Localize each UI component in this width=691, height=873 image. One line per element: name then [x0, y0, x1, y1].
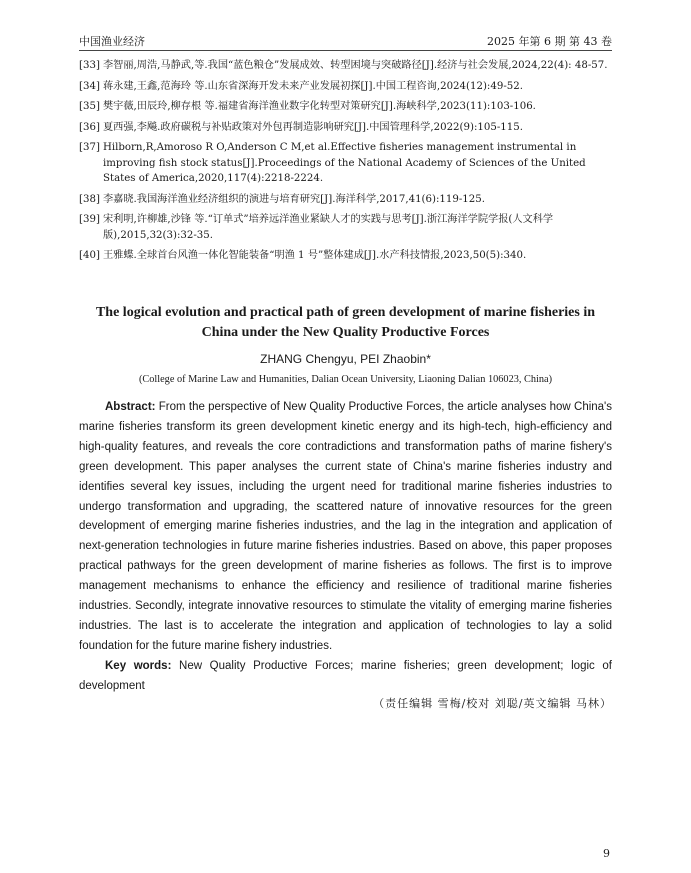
abstract-label: Abstract:	[105, 401, 156, 413]
reference-text: 夏西强,李飚.政府碳税与补贴政策对外包再制造影响研究[J].中国管理科学,2022(9):105-115.	[103, 121, 523, 133]
page-number: 9	[603, 847, 610, 860]
reference-number: [40]	[79, 250, 100, 261]
keywords-text: New Quality Productive Forces; marine fisheries; green development; logic of development	[79, 660, 612, 692]
reference-item	[79, 99, 612, 115]
reference-number: [39]	[79, 214, 100, 225]
editor-credits: （责任编辑 雪梅/校对 刘聪/英文编辑 马林）	[373, 697, 612, 710]
reference-number: [34]	[79, 80, 100, 92]
reference-text: 樊宇薇,田辰玲,柳存根 等.福建省海洋渔业数字化转型对策研究[J].海峡科学,2023(11):103-106.	[103, 101, 536, 112]
reference-list	[79, 58, 612, 269]
journal-name: 中国渔业经济	[79, 35, 145, 48]
running-header	[79, 33, 612, 49]
reference-text: 王雅蝶.全球首台风渔一体化智能装备“明渔 1 号”整体建成[J].水产科技情报,2023,50(5):340.	[103, 250, 527, 261]
abstract-text: From the perspective of New Quality Productive Forces, the article analyses how China's marine fisheries transform its green development kinetic energy and its high-tech, high-efficiency and high-quality features, and reveals the core contradictions and transformation paths of marine fishery's green development. This paper analyses the current state of China's marine fisheries industry and identifies several key issues, including the urgent need for traditional marine fisheries industries to undergo transformation and upgrading, the scattered nature of innovative resources for the green development of emerging marine fisheries industries, and the lag in the integration and application of next-generation technologies in future marine fisheries industries. Based on above, this paper proposes practical pathways for the green development of marine fisheries as follows. The first is to improve management mechanisms to enhance the efficiency and resilience of traditional marine fisheries industries. Secondly, integrate innovative resources to stimulate the vitality of emerging marine fisheries industries. The last is to accelerate the integration and application of technologies to lay a solid foundation for the future marine fishery industries.	[79, 401, 613, 652]
reference-item	[79, 79, 612, 95]
author-names: ZHANG Chengyu, PEI Zhaobin*	[260, 352, 431, 366]
reference-item	[79, 192, 612, 208]
reference-number: [33]	[79, 60, 100, 71]
issue-info: 2025 年第 6 期 第 43 卷	[487, 35, 612, 48]
reference-number: [36]	[79, 121, 100, 133]
reference-item	[79, 58, 612, 74]
reference-item	[79, 212, 612, 243]
reference-number: [38]	[79, 193, 100, 205]
reference-number: [37]	[79, 142, 100, 153]
reference-item	[79, 120, 612, 136]
header-rule	[79, 50, 612, 51]
keywords	[79, 657, 612, 697]
reference-item	[79, 140, 612, 187]
reference-text: 李智丽,周浩,马静武,等.我国“蓝色粮仓”发展成效、转型困境与突破路径[J].经济与社会发展,2024,22(4): 48-57.	[103, 60, 608, 71]
article-title: The logical evolution and practical path of green development of marine fisheries in China under the New Quality Productive Forces	[95, 305, 596, 340]
abstract	[79, 398, 612, 657]
reference-text: 宋利明,许柳雄,沙锋 等.“订单式”培养远洋渔业紧缺人才的实践与思考[J].浙江海洋学院学报(人文科学版),2015,32(3):32-35.	[103, 214, 554, 241]
author-affiliation: (College of Marine Law and Humanities, Dalian Ocean University, Liaoning Dalian 106023, China)	[138, 374, 553, 385]
reference-text: 李嘉晓.我国海洋渔业经济组织的演进与培育研究[J].海洋科学,2017,41(6):119-125.	[103, 193, 485, 205]
reference-text: Hilborn,R,Amoroso R O,Anderson C M,et al.Effective fisheries management instrumental in improving fish stock status[J].Proceedings of the National Academy of Sciences of the United States of America,2020,117(4):2218-2224.	[103, 142, 586, 184]
reference-text: 蒋永建,王鑫,范海玲 等.山东省深海开发未来产业发展初探[J].中国工程咨询,2024(12):49-52.	[103, 80, 523, 92]
reference-number: [35]	[79, 101, 100, 112]
reference-item	[79, 248, 612, 264]
keywords-label: Key words:	[105, 660, 172, 672]
